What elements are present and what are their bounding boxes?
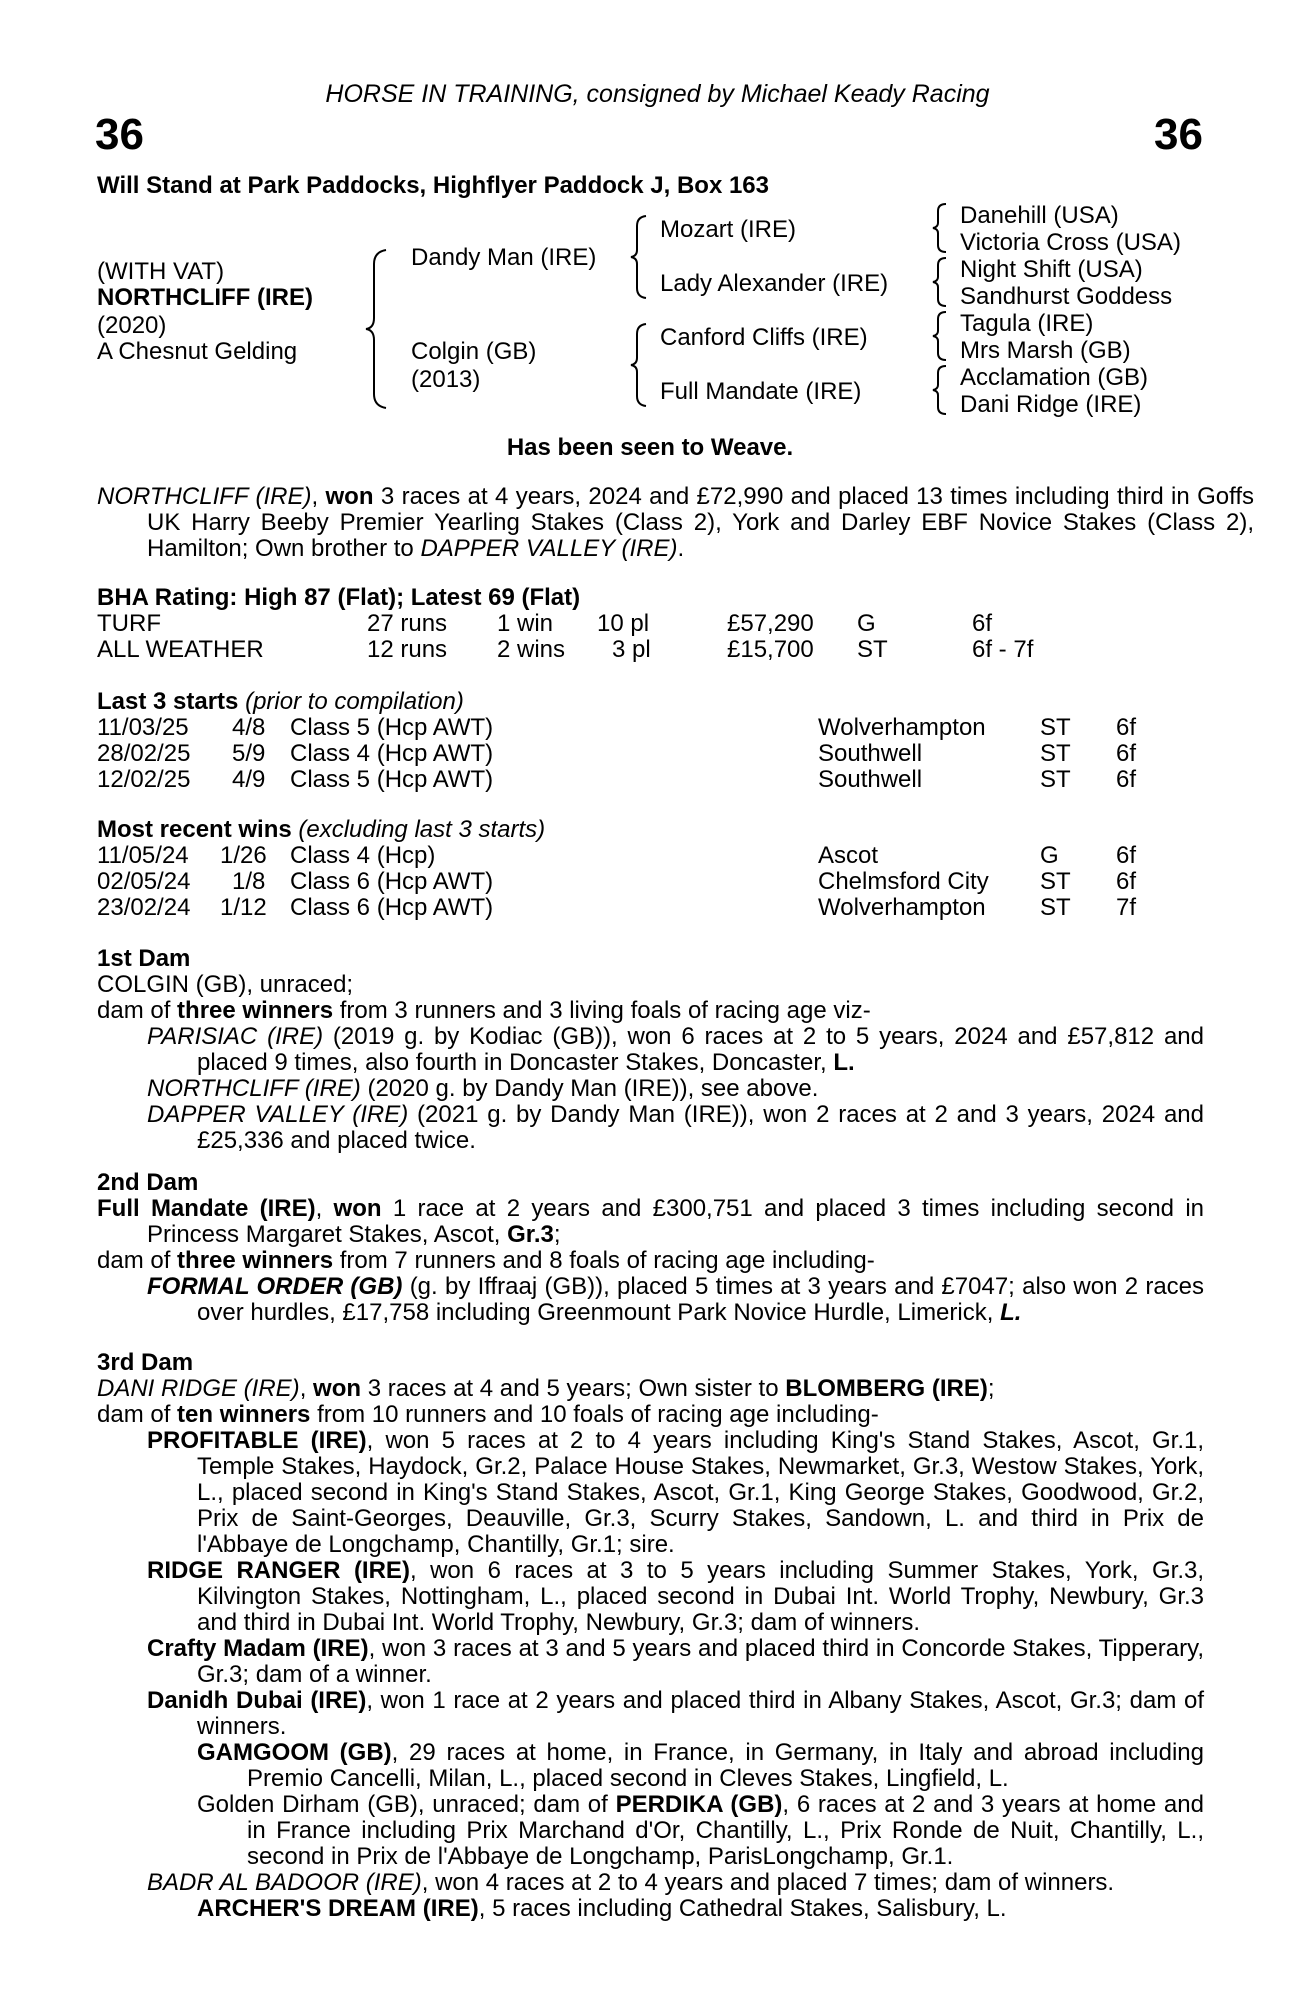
last3-pos-2: 5/9 xyxy=(232,740,266,767)
progeny-ridge-ranger: RIDGE RANGER (IRE), won 6 races at 3 to 5 years including Summer Stakes, York, Gr.3, Kilvington Stakes, Nottingham, L., placed second in Dubai Int. World Trophy, Newbury, Gr.3 and third in Dubai Int. World Trophy, Newbury, Gr.3; dam of winners. xyxy=(147,1557,1204,1636)
gg-4: Sandhurst Goddess xyxy=(960,283,1173,310)
last3-course-2: Southwell xyxy=(818,740,923,767)
summary-end: . xyxy=(677,535,685,562)
bha-heading: BHA Rating: High 87 (Flat); Latest 69 (Flat) xyxy=(97,584,581,611)
bha-runs-1: 27 runs xyxy=(367,610,448,637)
wins-going-3: ST xyxy=(1040,894,1071,921)
first-dam-l2c: from 3 runners and 3 living foals of racing age viz- xyxy=(333,997,871,1024)
northcliff-name: NORTHCLIFF (IRE) xyxy=(147,1075,361,1102)
dapper-valley-text: (2021 g. by Dandy Man (IRE)), won 2 races at 2 and 3 years, 2024 and £25,336 and placed twice. xyxy=(197,1101,1204,1154)
summary-brother: DAPPER VALLEY (IRE) xyxy=(420,535,678,562)
progeny-parisiac xyxy=(97,1024,1204,1076)
brace-g3-icon xyxy=(930,310,950,362)
gamgoom-text: 29 races at home, in France, in Germany, in Italy and abroad including Premio Cancelli, Milan, L., placed second in Cleves Stakes, Lingfield, L. xyxy=(247,1739,1205,1792)
last3-dist-3: 6f xyxy=(1116,766,1137,793)
gg-8: Dani Ridge (IRE) xyxy=(960,391,1142,418)
summary-name: NORTHCLIFF (IRE) xyxy=(97,483,312,510)
last3-going-2: ST xyxy=(1040,740,1071,767)
wins-note: (excluding last 3 starts) xyxy=(291,816,546,843)
dani-ridge-text: 3 races at 4 and 5 years; Own sister to xyxy=(361,1375,786,1402)
ridge-ranger-name: RIDGE RANGER (IRE) xyxy=(147,1557,410,1584)
bha-runs-2: 12 runs xyxy=(367,636,448,663)
dam-year: (2013) xyxy=(411,366,481,393)
wins-dist-2: 6f xyxy=(1116,868,1137,895)
profitable-name: PROFITABLE (IRE) xyxy=(147,1427,367,1454)
parisiac-listed: L. xyxy=(833,1049,855,1076)
full-mandate-end: ; xyxy=(553,1221,561,1248)
blomberg-name: BLOMBERG (IRE) xyxy=(785,1375,988,1402)
last3-pos-1: 4/8 xyxy=(232,714,266,741)
progeny-northcliff xyxy=(97,1076,1204,1102)
full-mandate-group: Gr.3 xyxy=(507,1221,554,1248)
brace-sire-icon xyxy=(628,214,650,300)
dam: Colgin (GB) xyxy=(411,338,537,365)
gg-3: Night Shift (USA) xyxy=(960,256,1143,283)
archers-dream-text: 5 races including Cathedral Stakes, Salisbury, L. xyxy=(492,1895,1007,1922)
wins-dist-3: 7f xyxy=(1116,894,1137,921)
wins-dist-1: 6f xyxy=(1116,842,1137,869)
third-dam-heading: 3rd Dam xyxy=(97,1349,194,1376)
formal-order-listed: L. xyxy=(1000,1299,1022,1326)
second-dam-section xyxy=(97,1170,1204,1326)
last3-going-3: ST xyxy=(1040,766,1071,793)
second-dam-record: Full Mandate (IRE), won 1 race at 2 years and £300,751 and placed 3 times including second in Princess Margaret Stakes, Ascot, Gr.3; xyxy=(97,1195,1204,1248)
first-dam-l2a: dam of xyxy=(97,997,178,1024)
third-dam-winners: ten winners xyxy=(177,1401,311,1428)
last3-note: (prior to compilation) xyxy=(238,688,464,715)
bha-prize-1: £57,290 xyxy=(727,610,814,637)
archers-dream-name: ARCHER'S DREAM (IRE) xyxy=(197,1895,479,1922)
perdika-name: PERDIKA (GB) xyxy=(615,1791,783,1818)
progeny-gamgoom: GAMGOOM (GB), 29 races at home, in France, in Germany, in Italy and abroad including Premio Cancelli, Milan, L., placed second in Cleves Stakes, Lingfield, L. xyxy=(197,1739,1205,1792)
bha-dist-2: 6f - 7f xyxy=(972,636,1034,663)
progeny-danidh-dubai: Danidh Dubai (IRE), won 1 race at 2 years and placed third in Albany Stakes, Ascot, Gr.3; dam of winners. xyxy=(147,1687,1205,1740)
formal-order-name: FORMAL ORDER (GB) xyxy=(147,1273,403,1300)
weave-note: Has been seen to Weave. xyxy=(506,434,794,461)
wins-pos-2: 1/8 xyxy=(232,868,266,895)
brace-dam-icon xyxy=(628,322,650,408)
formal-order-text: (g. by Iffraaj (GB)), placed 5 times at 3 years and £7047; also won 2 races over hurdles, £17,758 including Greenmount Park Novice Hurdle, Limerick, xyxy=(197,1273,1205,1326)
bha-going-2: ST xyxy=(857,636,888,663)
first-dam-heading: 1st Dam xyxy=(97,945,191,972)
wins-course-3: Wolverhampton xyxy=(818,894,986,921)
gg-1: Danehill (USA) xyxy=(960,202,1119,229)
first-dam-winners: three winners xyxy=(177,997,334,1024)
last3-heading: Last 3 starts xyxy=(97,688,239,715)
lot-number-left: 36 xyxy=(95,110,144,159)
sire-sire: Mozart (IRE) xyxy=(660,216,797,243)
wins-course-2: Chelmsford City xyxy=(818,868,989,895)
full-mandate-won: won xyxy=(333,1195,382,1222)
horse-year: (2020) xyxy=(97,312,167,339)
parisiac-text: (2019 g. by Kodiac (GB)), won 6 races at 2 to 5 years, 2024 and £57,812 and placed 9 times, also fourth in Doncaster Stakes, Doncaster, xyxy=(197,1023,1204,1076)
wins-heading-line xyxy=(97,816,545,844)
last3-race-3: Class 5 (Hcp AWT) xyxy=(290,766,494,793)
last3-heading-line xyxy=(97,688,464,716)
dani-ridge-name: DANI RIDGE (IRE) xyxy=(97,1375,300,1402)
profitable-text: won 5 races at 2 to 4 years including King's Stand Stakes, Ascot, Gr.1, Temple Stakes, Haydock, Gr.2, Palace House Stakes, Newmarket, Gr.3, Westow Stakes, York, L., placed second in King's Stand Stakes, Ascot, Gr.1, King George Stakes, Goodwood, Gr.2, Prix de Saint-Georges, Deauville, Gr.3, Scurry Stakes, Sandown, L. and third in Prix de l'Abbaye de Longchamp, Chantilly, Gr.1; sire. xyxy=(197,1427,1205,1558)
golden-dirham-text: Golden Dirham (GB), unraced; dam of xyxy=(197,1791,608,1818)
bha-surface-1: TURF xyxy=(97,610,161,637)
progeny-profitable: PROFITABLE (IRE), won 5 races at 2 to 4 years including King's Stand Stakes, Ascot, Gr.1, Temple Stakes, Haydock, Gr.2, Palace House Stakes, Newmarket, Gr.3, Westow Stakes, York, L., placed second in King's Stand Stakes, Ascot, Gr.1, King George Stakes, Goodwood, Gr.2, Prix de Saint-Georges, Deauville, Gr.3, Scurry Stakes, Sandown, L. and third in Prix de l'Abbaye de Longchamp, Chantilly, Gr.1; sire. xyxy=(147,1427,1205,1558)
wins-pos-3: 1/12 xyxy=(220,894,267,921)
gamgoom-name: GAMGOOM (GB) xyxy=(197,1739,392,1766)
parisiac-name: PARISIAC (IRE) xyxy=(147,1023,324,1050)
progeny-archers-dream: ARCHER'S DREAM (IRE), 5 races including Cathedral Stakes, Salisbury, L. xyxy=(197,1895,1007,1922)
third-dam-record: DANI RIDGE (IRE), won 3 races at 4 and 5 years; Own sister to BLOMBERG (IRE); xyxy=(97,1375,995,1402)
second-dam-line2 xyxy=(97,1248,1204,1274)
perdika-text: 6 races at 2 and 3 years at home and in France including Prix Marchand d'Or, Chantilly, L., Prix Ronde de Nuit, Chantilly, L., second in Prix de l'Abbaye de Longchamp, ParisLongchamp, Gr.1. xyxy=(247,1791,1204,1870)
first-dam-line1: COLGIN (GB), unraced; xyxy=(97,971,354,998)
last3-date-1: 11/03/25 xyxy=(97,714,189,741)
northcliff-text: (2020 g. by Dandy Man (IRE)), see above. xyxy=(360,1075,819,1102)
bha-placed-2: 3 pl xyxy=(612,636,651,663)
third-dam-line2 xyxy=(97,1402,1204,1428)
third-dam-l2a: dam of xyxy=(97,1401,178,1428)
bha-dist-1: 6f xyxy=(972,610,993,637)
summary-sep: , xyxy=(311,483,326,510)
dam-sire: Canford Cliffs (IRE) xyxy=(660,324,868,351)
wins-heading: Most recent wins xyxy=(97,816,292,843)
wins-race-1: Class 4 (Hcp) xyxy=(290,842,436,869)
ridge-ranger-text: won 6 races at 3 to 5 years including Summer Stakes, York, Gr.3, Kilvington Stakes, Nottingham, L., placed second in Dubai Int. World Trophy, Newbury, Gr.3 and third in Dubai Int. World Trophy, Newbury, Gr.3; dam of winners. xyxy=(197,1557,1204,1636)
dani-ridge-end: ; xyxy=(987,1375,995,1402)
second-dam-heading: 2nd Dam xyxy=(97,1169,199,1196)
horse-description: A Chesnut Gelding xyxy=(97,338,298,365)
last3-race-1: Class 5 (Hcp AWT) xyxy=(290,714,494,741)
gg-7: Acclamation (GB) xyxy=(960,364,1149,391)
bha-going-1: G xyxy=(857,610,876,637)
first-dam-section xyxy=(97,946,1204,1154)
horse-name: NORTHCLIFF (IRE) xyxy=(97,284,313,311)
lot-number-right: 36 xyxy=(1154,110,1203,159)
last3-date-2: 28/02/25 xyxy=(97,740,191,767)
progeny-crafty-madam: Crafty Madam (IRE), won 3 races at 3 and 5 years and placed third in Concorde Stakes, Tipperary, Gr.3; dam of a winner. xyxy=(147,1635,1204,1688)
dani-ridge-won: won xyxy=(313,1375,362,1402)
progeny-badr-al-badoor: BADR AL BADOOR (IRE), won 4 races at 2 to 4 years and placed 7 times; dam of winners. xyxy=(147,1869,1115,1896)
stand-location: Will Stand at Park Paddocks, Highflyer Paddock J, Box 163 xyxy=(97,172,769,199)
brace-g2-icon xyxy=(930,256,950,308)
dam-dam: Full Mandate (IRE) xyxy=(660,378,862,405)
bha-placed-1: 10 pl xyxy=(597,610,650,637)
gg-5: Tagula (IRE) xyxy=(960,310,1094,337)
gg-2: Victoria Cross (USA) xyxy=(960,229,1181,256)
bha-surface-2: ALL WEATHER xyxy=(97,636,264,663)
last3-going-1: ST xyxy=(1040,714,1071,741)
gg-6: Mrs Marsh (GB) xyxy=(960,337,1131,364)
summary-text: 3 races at 4 years, 2024 and £72,990 and placed 13 times including third in Goffs UK Harry Beeby Premier Yearling Stakes (Class 2), York and Darley EBF Novice Stakes (Class 2), Hamilton; Own brother to xyxy=(147,483,1254,562)
wins-race-3: Class 6 (Hcp AWT) xyxy=(290,894,494,921)
wins-date-3: 23/02/24 xyxy=(97,894,191,921)
last3-course-1: Wolverhampton xyxy=(818,714,986,741)
crafty-madam-text: won 3 races at 3 and 5 years and placed third in Concorde Stakes, Tipperary, Gr.3; dam of a winner. xyxy=(197,1635,1204,1688)
second-dam-l2c: from 7 runners and 8 foals of racing age including- xyxy=(333,1247,875,1274)
dapper-valley-name: DAPPER VALLEY (IRE) xyxy=(147,1101,409,1128)
second-dam-winners: three winners xyxy=(177,1247,334,1274)
wins-date-1: 11/05/24 xyxy=(97,842,189,869)
badr-al-badoor-name: BADR AL BADOOR (IRE) xyxy=(147,1869,422,1896)
danidh-dubai-text: won 1 race at 2 years and placed third in Albany Stakes, Ascot, Gr.3; dam of winners. xyxy=(197,1687,1205,1740)
bha-wins-1: 1 win xyxy=(497,610,554,637)
danidh-dubai-name: Danidh Dubai (IRE) xyxy=(147,1687,367,1714)
brace-g1-icon xyxy=(930,202,950,254)
wins-date-2: 02/05/24 xyxy=(97,868,191,895)
brace-g4-icon xyxy=(930,364,950,416)
wins-going-2: ST xyxy=(1040,868,1071,895)
last3-date-3: 12/02/25 xyxy=(97,766,191,793)
last3-dist-2: 6f xyxy=(1116,740,1137,767)
crafty-madam-name: Crafty Madam (IRE) xyxy=(147,1635,369,1662)
wins-pos-1: 1/26 xyxy=(220,842,267,869)
wins-going-1: G xyxy=(1040,842,1059,869)
third-dam-l2c: from 10 runners and 10 foals of racing age including- xyxy=(310,1401,879,1428)
summary-paragraph xyxy=(97,484,1254,562)
last3-course-3: Southwell xyxy=(818,766,923,793)
wins-race-2: Class 6 (Hcp AWT) xyxy=(290,868,494,895)
progeny-golden-dirham: Golden Dirham (GB), unraced; dam of PERDIKA (GB), 6 races at 2 and 3 years at home and in France including Prix Marchand d'Or, Chantilly, L., Prix Ronde de Nuit, Chantilly, L., second in Prix de l'Abbaye de Longchamp, ParisLongchamp, Gr.1. xyxy=(197,1791,1204,1870)
full-mandate-text: 1 race at 2 years and £300,751 and placed 3 times including second in Princess Margaret Stakes, Ascot, xyxy=(147,1195,1204,1248)
last3-dist-1: 6f xyxy=(1116,714,1137,741)
brace-left-icon xyxy=(362,248,392,410)
bha-wins-2: 2 wins xyxy=(497,636,566,663)
full-mandate-name: Full Mandate (IRE) xyxy=(97,1195,316,1222)
badr-al-badoor-text: won 4 races at 2 to 4 years and placed 7 times; dam of winners. xyxy=(435,1869,1115,1896)
consignment-header: HORSE IN TRAINING, consigned by Michael Keady Racing xyxy=(325,80,990,108)
last3-pos-3: 4/9 xyxy=(232,766,266,793)
vat-label: (WITH VAT) xyxy=(97,258,225,285)
last3-race-2: Class 4 (Hcp AWT) xyxy=(290,740,494,767)
summary-won: won xyxy=(325,483,374,510)
first-dam-line2 xyxy=(97,998,1204,1024)
progeny-dapper-valley xyxy=(97,1102,1204,1154)
sire: Dandy Man (IRE) xyxy=(411,244,597,271)
third-dam-section xyxy=(97,1350,1204,1922)
progeny-formal-order xyxy=(97,1274,1204,1326)
sire-dam: Lady Alexander (IRE) xyxy=(660,270,889,297)
bha-prize-2: £15,700 xyxy=(727,636,814,663)
second-dam-l2a: dam of xyxy=(97,1247,178,1274)
wins-course-1: Ascot xyxy=(818,842,879,869)
